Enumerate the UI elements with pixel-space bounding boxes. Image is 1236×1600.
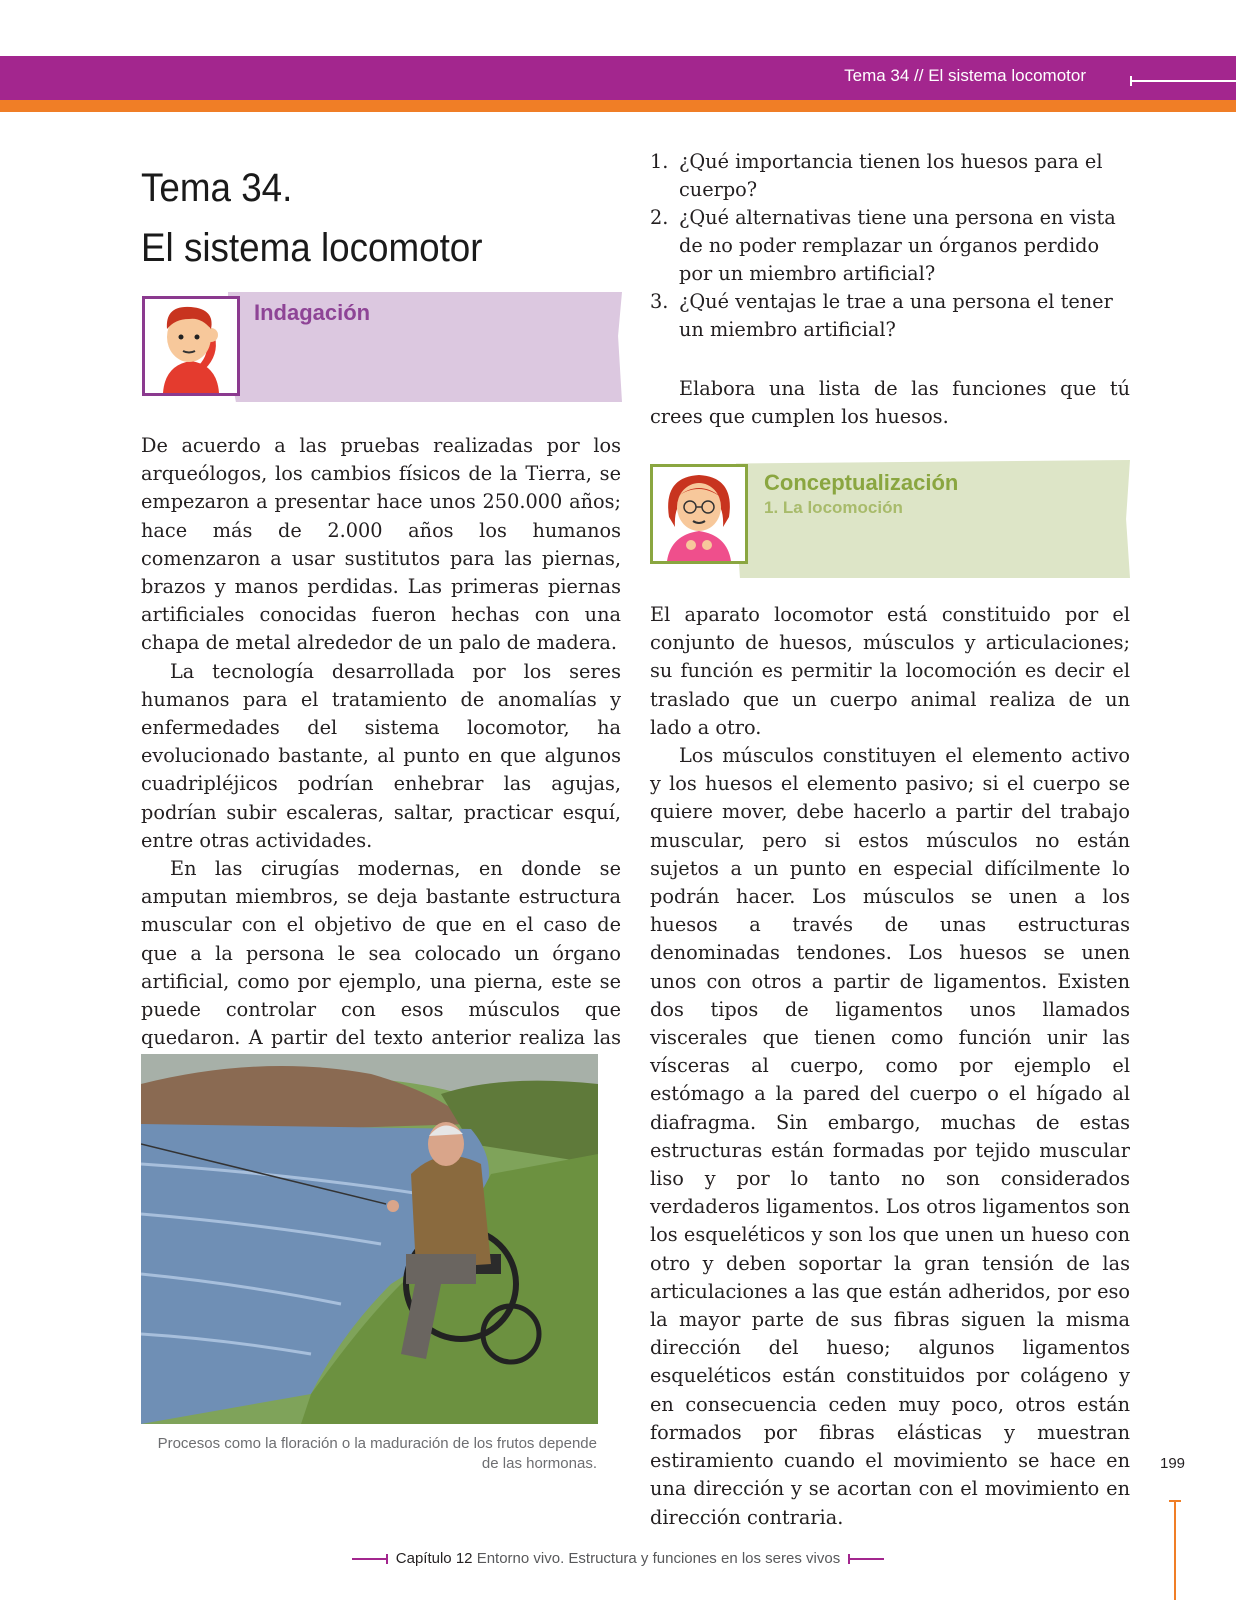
photo-caption: Procesos como la floración o la maduración de los frutos depende de las hormonas. [157,1435,597,1472]
page-footer [0,1550,1236,1567]
paragraph: En las cirugías modernas, en donde se amputan miembros, se deja bastante estructura muscular con el objetivo de que en el caso de que a la persona le sea colocado un órgano artificial, como por ejemplo, una pierna, este se puede controlar con esos músculos que quedaron. A partir del texto anterior realiza las [141,857,621,1050]
indagacion-label: Indagación [254,300,371,325]
footer-rule-left [352,1558,388,1560]
list-item: 3. ¿Qué ventajas le trae a una persona el tener un miembro artificial? [650,290,1113,341]
paragraph: La tecnología desarrollada por los seres humanos para el tratamiento de anomalías y enfermedades del sistema locomotor, ha evolucionado bastante, al punto en que algunos cuadripléjicos podrían enhebrar las agujas, podrían subir escaleras, saltar, practicar esquí, entre otras actividades. [141,659,621,852]
page-number: 199 [1160,1455,1186,1472]
page-title: Tema 34. El sistema locomotor [141,166,483,270]
paragraph: Los músculos constituyen el elemento activo y los huesos el elemento pasivo; si el cuerpo se quiere mover, debe hacerlo a partir del trabajo muscular, pero si estos músculos no están sujetos a un punto en especial difícilmente lo podrán hacer. Los músculos se unen a los huesos a través de unas estructuras denominadas tendones. Los huesos se unen unos con otros a partir de ligamentos. Existen dos tipos de ligamentos unos llamados viscerales que tienen como función unir las vísceras al cuerpo, como por ejemplo el estómago a la pared del cuerpo o el hígado al diafragma. Sin embargo, muchas de estas estructuras están formadas por tejido muscular liso y por lo tanto no son considerados verdaderos ligamentos. Los otros ligamentos son los esqueléticos y son los que unen un hueso con otro y deben soportar la gran tensión de las articulaciones a las que están adheridos, por eso la mayor parte de sus fibras siguen la misma dirección del hueso; algunos ligamentos esqueléticos están constituidos por colágeno y en consecuencia ceden muy poco, otros están formados por fibras elásticas y muestran estiramiento cuando el movimiento se hace en una dirección y se acortan con el movimiento en dirección contraria. [650,744,1130,1529]
header-accent-bar [0,100,1236,112]
conceptualizacion-subtitle: 1. La locomoción [764,498,903,517]
footer-chapter-title: Entorno vivo. Estructura y funciones en los seres vivos [476,1550,841,1567]
footer-rule-right [848,1558,884,1560]
running-title: Tema 34 // El sistema locomotor [844,66,1086,85]
activity-questions [650,148,1132,344]
thinking-boy-icon [145,299,237,393]
conceptualizacion-label: Conceptualización [764,470,959,495]
right-body-text [650,601,1130,1532]
paragraph: De acuerdo a las pruebas realizadas por los arqueólogos, los cambios físicos de la Tierra, se empezaron a presentar hace unos 250.000 años; hace más de 2.000 años los humanos comenzaron a usar sustitutos para las piernas, brazos y manos perdidas. Las primeras piernas artificiales conocidas fueron hechas con una chapa de metal alrededor de un palo de madera. [141,434,621,655]
photo-fisherman-wheelchair [141,1054,598,1424]
left-body-text [141,432,621,1081]
header-rule [1132,80,1236,82]
footer-chapter: Capítulo 12 [395,1550,473,1567]
conceptualizacion-avatar [650,464,748,564]
list-item: 1. ¿Qué importancia tienen los huesos para el cuerpo? [650,150,1103,201]
girl-glasses-icon [653,467,745,561]
lake-fishing-photo [141,1054,598,1424]
paragraph: El aparato locomotor está constituido por el conjunto de huesos, músculos y articulaciones; su función es permitir la locomoción es decir el traslado que un cuerpo animal realiza de un lado a otro. [650,603,1130,739]
indagacion-avatar [142,296,240,396]
elabora-instruction: Elabora una lista de las funciones que tú crees que cumplen los huesos. [650,377,1130,428]
list-item: 2. ¿Qué alternativas tiene una persona en vista de no poder remplazar un órganos perdido por un miembro artificial? [650,206,1116,285]
